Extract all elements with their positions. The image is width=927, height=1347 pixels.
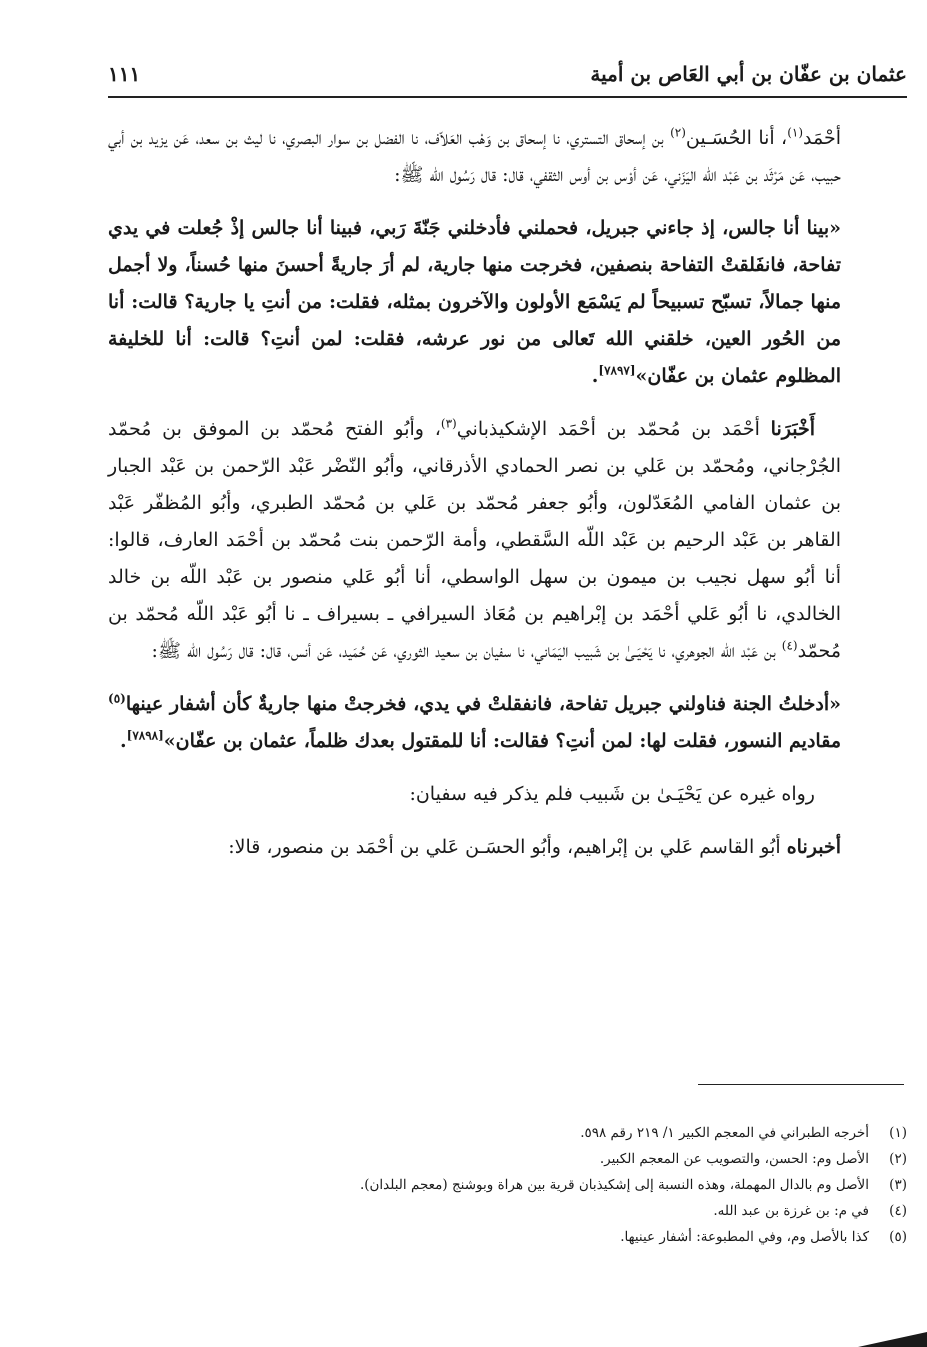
isnad-paragraph-2 <box>108 411 841 670</box>
footnote-number: (٣) <box>889 1177 907 1193</box>
hadith-text-2: «أدخلتُ الجنة فناولني جبريل تفاحة، فانفقلتْ في يدي، فخرجتْ منها جاريةٌ كأن أشفار عينها$^{(٥)}$ مقاديم النسور، فقلت لها: لمن أنتِ؟ فقالت: أنا للمقتول بعدك ظلماً، عثمان بن عفّان»[٧٨٩٨]. <box>108 691 841 752</box>
footnote-item <box>108 1146 907 1172</box>
isnad-paragraph-2-text: أحْمَد بن مُحمّد بن أحْمَد الإشكيذباني$^{(٣)}$، وأبُو الفتح مُحمّد بن الموفق بن مُحمّد الجُرْجاني، ومُحمّد بن عَلي بن نصر الحمادي الأذرقاني، وأبُو النّضْر عَبْد الرّحمن بن عَبْد الجبار بن عثمان الفامي المُعَدّلون، وأبُو جعفر مُحمّد بن عَلي بن مُحمّد الطبري، وأبُو المُظفّر عَبْد القاهر بن عَبْد الرحيم بن عَبْد اللّه السَّقطي، وأمة الرّحمن بنت مُحمّد بن أحْمَد العارف، قالوا: أنا أبُو سهل نجيب بن ميمون بن سهل الواسطي، أنا أبُو عَلي منصور بن عَبْد اللّه بن خالد الخالدي، نا أبُو عَلي أحْمَد بن إبْراهيم بن مُعَاذ السيرافي ـ بسيراف ـ نا أبُو عَبْد اللّه مُحمّد بن مُحمّد$^{(٤)}$ بن عَبْد اللّه الجوهري، نا يَحْيَـىٰ بن شَبيب اليَمَاني، نا سفيان بن سعيد الثوري، عَن حُمَيد، عَن أنس، قال: قال رَسُول الله ﷺ: <box>108 416 841 662</box>
isnad-paragraph-3-text: أبُو القاسم عَلي بن إبْراهيم، وأبُو الحسَـن عَلي بن أحْمَد بن منصور، قالا: <box>228 836 787 858</box>
akhbaranahu-lead: أخبرناه <box>786 836 841 858</box>
footnote-item <box>108 1172 907 1198</box>
footnote-item <box>108 1224 907 1250</box>
footnote-text: أخرجه الطبراني في المعجم الكبير ١/ ٢١٩ رقم ٥٩٨. <box>580 1125 869 1141</box>
footnotes <box>108 1120 907 1250</box>
footnote-number: (١) <box>889 1125 907 1141</box>
running-title: عثمان بن عفّان بن أبي العَاص بن أمية <box>590 62 907 86</box>
riwaya-note: رواه غيره عن يَحْيَـىٰ بن شَبيب فلم يذكر فيه سفيان: <box>409 783 815 805</box>
footnote-item <box>108 1198 907 1224</box>
footnote-number: (٢) <box>889 1151 907 1167</box>
footnote-number: (٥) <box>889 1229 907 1245</box>
footnote-divider <box>698 1084 904 1085</box>
header-divider <box>108 96 907 98</box>
isnad-paragraph-3 <box>108 829 841 866</box>
footnote-number: (٤) <box>889 1203 907 1219</box>
main-text <box>108 120 841 882</box>
page-corner-mark <box>858 1330 927 1347</box>
page-number: ١١١ <box>108 62 141 86</box>
running-header <box>108 56 907 96</box>
footnote-text: الأصل وم بالدال المهملة، وهذه النسبة إلى إشكيذبان قرية بين هراة وبوشنج (معجم البلدان). <box>359 1177 869 1193</box>
isnad-paragraph-1: أحْمَد$^{(١)}$، أنا الحُسَـين$^{(٢)}$ بن إسحاق التستري، نا إسحاق بن وَهْب العَلاّف، نا الفضل بن سوار البصري، نا ليث بن سعد، عَن يزيد بن أبي حبيب، عَن مَرْثَد بن عَبْد اللّه اليَزَني، عَن أوْس بن أوس الثقفي، قال: قال رَسُول الله ﷺ: <box>108 125 841 186</box>
footnote-item <box>108 1120 907 1146</box>
footnote-text: الأصل وم: الحسن، والتصويب عن المعجم الكبير. <box>599 1151 869 1167</box>
akhbarana-lead: أَخْبَرَنا <box>770 418 815 440</box>
footnote-text: كذا بالأصل وم، وفي المطبوعة: أشفار عينيها. <box>620 1229 869 1245</box>
hadith-text-1: «بينا أنا جالس، إذ جاءني جبريل، فحملني فأدخلني جَنّةَ رَبي، فبينا أنا جالس إذْ جُعلت في يدي تفاحة، فانفَلقتْ التفاحة بنصفين، فخرجت منها جارية، لم أرَ جاريةً أحسنَ منها حُسناً، ولا أجمل منها جمالاً، تسبّح تسبيحاً لم يَسْمَع الأولون والآخرون بمثله، فقلت: من أنتِ يا جارية؟ قالت: أنا من الحُور العين، خلقني الله تَعالى من نور عرشه، فقلت: لمن أنتِ؟ قالت: أنا للخليفة المظلوم عثمان بن عفّان»[٧٨٩٧]. <box>108 217 841 387</box>
footnote-text: في م: بن غرزة بن عبد الله. <box>713 1203 869 1219</box>
